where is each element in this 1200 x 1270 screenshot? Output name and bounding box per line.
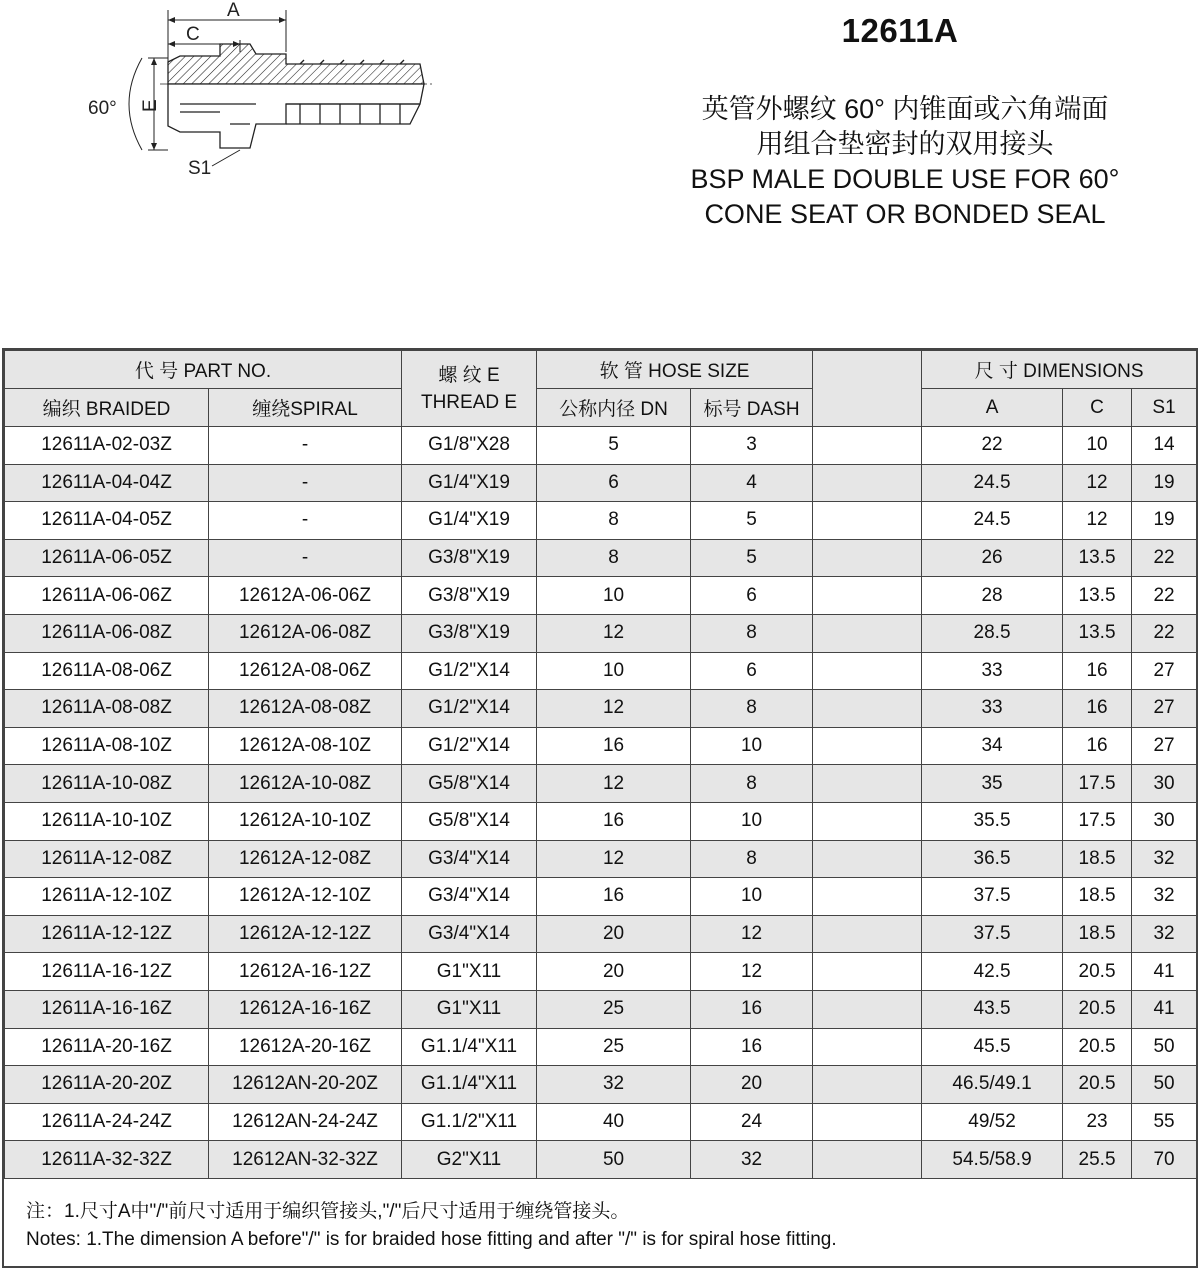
cell-dn: 10 bbox=[537, 577, 691, 615]
cell-c: 13.5 bbox=[1063, 614, 1132, 652]
header-part-no: 代 号 PART NO. bbox=[5, 351, 402, 389]
cell-blank bbox=[813, 652, 922, 690]
cell-dash: 12 bbox=[691, 953, 813, 991]
cell-a: 34 bbox=[922, 727, 1063, 765]
cell-spiral: 12612A-06-06Z bbox=[209, 577, 402, 615]
table-row bbox=[5, 652, 1197, 690]
table-row bbox=[5, 1141, 1197, 1179]
cell-blank bbox=[813, 802, 922, 840]
cell-thread: G1.1/4"X11 bbox=[402, 1028, 537, 1066]
cell-dn: 12 bbox=[537, 614, 691, 652]
dimension-s1-label: S1 bbox=[188, 158, 212, 179]
cell-dn: 20 bbox=[537, 915, 691, 953]
cell-c: 20.5 bbox=[1063, 990, 1132, 1028]
cell-dn: 16 bbox=[537, 727, 691, 765]
cell-braided: 12611A-20-20Z bbox=[5, 1066, 209, 1104]
cell-dash: 8 bbox=[691, 765, 813, 803]
cell-blank bbox=[813, 915, 922, 953]
cell-s1: 22 bbox=[1132, 539, 1197, 577]
table-row bbox=[5, 427, 1197, 465]
cell-blank bbox=[813, 464, 922, 502]
cell-braided: 12611A-02-03Z bbox=[5, 427, 209, 465]
description-en-line1: BSP MALE DOUBLE USE FOR 60° bbox=[690, 164, 1120, 194]
cell-s1: 22 bbox=[1132, 577, 1197, 615]
cell-c: 18.5 bbox=[1063, 878, 1132, 916]
cell-spiral: - bbox=[209, 464, 402, 502]
cell-c: 25.5 bbox=[1063, 1141, 1132, 1179]
cell-c: 12 bbox=[1063, 464, 1132, 502]
cell-spiral: 12612A-10-08Z bbox=[209, 765, 402, 803]
cell-a: 54.5/58.9 bbox=[922, 1141, 1063, 1179]
table-row bbox=[5, 502, 1197, 540]
cell-blank bbox=[813, 1103, 922, 1141]
fitting-diagram bbox=[80, 0, 440, 190]
cell-dash: 32 bbox=[691, 1141, 813, 1179]
cell-c: 10 bbox=[1063, 427, 1132, 465]
cell-a: 24.5 bbox=[922, 502, 1063, 540]
cell-spiral: 12612A-12-12Z bbox=[209, 915, 402, 953]
cell-blank bbox=[813, 953, 922, 991]
angle-label: 60° bbox=[88, 98, 117, 119]
cell-spiral: - bbox=[209, 539, 402, 577]
cell-spiral: 12612A-12-08Z bbox=[209, 840, 402, 878]
cell-spiral: 12612A-20-16Z bbox=[209, 1028, 402, 1066]
spec-table bbox=[4, 350, 1197, 1179]
cell-spiral: 12612A-12-10Z bbox=[209, 878, 402, 916]
cell-dn: 5 bbox=[537, 427, 691, 465]
header-dimensions: 尺 寸 DIMENSIONS bbox=[922, 351, 1197, 389]
cell-spiral: - bbox=[209, 502, 402, 540]
cell-c: 13.5 bbox=[1063, 577, 1132, 615]
cell-s1: 30 bbox=[1132, 765, 1197, 803]
cell-c: 18.5 bbox=[1063, 915, 1132, 953]
cell-spiral: 12612A-16-16Z bbox=[209, 990, 402, 1028]
cell-braided: 12611A-16-16Z bbox=[5, 990, 209, 1028]
cell-c: 12 bbox=[1063, 502, 1132, 540]
cell-a: 33 bbox=[922, 690, 1063, 728]
cell-blank bbox=[813, 727, 922, 765]
cell-braided: 12611A-10-08Z bbox=[5, 765, 209, 803]
cell-s1: 32 bbox=[1132, 840, 1197, 878]
header-c: C bbox=[1063, 389, 1132, 427]
cell-blank bbox=[813, 1028, 922, 1066]
cell-a: 43.5 bbox=[922, 990, 1063, 1028]
cell-spiral: 12612A-08-06Z bbox=[209, 652, 402, 690]
cell-c: 23 bbox=[1063, 1103, 1132, 1141]
cell-thread: G1.1/2"X11 bbox=[402, 1103, 537, 1141]
cell-blank bbox=[813, 840, 922, 878]
cell-thread: G1"X11 bbox=[402, 990, 537, 1028]
cell-s1: 32 bbox=[1132, 915, 1197, 953]
cell-blank bbox=[813, 427, 922, 465]
cell-braided: 12611A-12-08Z bbox=[5, 840, 209, 878]
page-title: 12611A bbox=[841, 12, 959, 49]
cell-c: 13.5 bbox=[1063, 539, 1132, 577]
cell-spiral: 12612A-16-12Z bbox=[209, 953, 402, 991]
cell-s1: 55 bbox=[1132, 1103, 1197, 1141]
table-row bbox=[5, 577, 1197, 615]
cell-thread: G5/8"X14 bbox=[402, 765, 537, 803]
cell-braided: 12611A-20-16Z bbox=[5, 1028, 209, 1066]
cell-c: 17.5 bbox=[1063, 802, 1132, 840]
cell-blank bbox=[813, 765, 922, 803]
cell-blank bbox=[813, 990, 922, 1028]
cell-dash: 16 bbox=[691, 990, 813, 1028]
cell-c: 17.5 bbox=[1063, 765, 1132, 803]
cell-c: 16 bbox=[1063, 690, 1132, 728]
cell-spiral: 12612A-10-10Z bbox=[209, 802, 402, 840]
cell-braided: 12611A-08-06Z bbox=[5, 652, 209, 690]
cell-thread: G1/8"X28 bbox=[402, 427, 537, 465]
cell-s1: 50 bbox=[1132, 1066, 1197, 1104]
cell-s1: 19 bbox=[1132, 464, 1197, 502]
cell-blank bbox=[813, 690, 922, 728]
cell-s1: 14 bbox=[1132, 427, 1197, 465]
cell-dn: 12 bbox=[537, 840, 691, 878]
table-row bbox=[5, 878, 1197, 916]
table-row bbox=[5, 953, 1197, 991]
cell-a: 37.5 bbox=[922, 878, 1063, 916]
cell-dash: 20 bbox=[691, 1066, 813, 1104]
cell-thread: G1/2"X14 bbox=[402, 690, 537, 728]
cell-s1: 27 bbox=[1132, 690, 1197, 728]
cell-thread: G5/8"X14 bbox=[402, 802, 537, 840]
cell-braided: 12611A-06-08Z bbox=[5, 614, 209, 652]
cell-dash: 8 bbox=[691, 840, 813, 878]
cell-thread: G3/8"X19 bbox=[402, 614, 537, 652]
description-en-line2: CONE SEAT OR BONDED SEAL bbox=[704, 199, 1106, 229]
cell-a: 35.5 bbox=[922, 802, 1063, 840]
cell-braided: 12611A-16-12Z bbox=[5, 953, 209, 991]
cell-a: 37.5 bbox=[922, 915, 1063, 953]
note-cn: 注：1.尺寸A中"/"前尺寸适用于编织管接头,"/"后尺寸适用于缠绕管接头。 bbox=[26, 1201, 630, 1222]
table-row bbox=[5, 840, 1197, 878]
cell-a: 22 bbox=[922, 427, 1063, 465]
cell-c: 20.5 bbox=[1063, 953, 1132, 991]
cell-dash: 8 bbox=[691, 614, 813, 652]
table-row bbox=[5, 990, 1197, 1028]
cell-blank bbox=[813, 539, 922, 577]
header-thread-en: THREAD E bbox=[420, 391, 518, 413]
cell-spiral: 12612A-08-10Z bbox=[209, 727, 402, 765]
cell-a: 35 bbox=[922, 765, 1063, 803]
cell-dash: 8 bbox=[691, 690, 813, 728]
cell-thread: G1/4"X19 bbox=[402, 502, 537, 540]
header-s1: S1 bbox=[1132, 389, 1197, 427]
cell-blank bbox=[813, 1141, 922, 1179]
cell-thread: G1/2"X14 bbox=[402, 652, 537, 690]
cell-blank bbox=[813, 614, 922, 652]
cell-s1: 22 bbox=[1132, 614, 1197, 652]
cell-s1: 70 bbox=[1132, 1141, 1197, 1179]
table-row bbox=[5, 539, 1197, 577]
cell-dash: 3 bbox=[691, 427, 813, 465]
cell-a: 45.5 bbox=[922, 1028, 1063, 1066]
header-blank bbox=[813, 351, 922, 427]
cell-a: 33 bbox=[922, 652, 1063, 690]
cell-blank bbox=[813, 878, 922, 916]
cell-dash: 10 bbox=[691, 802, 813, 840]
cell-dn: 8 bbox=[537, 539, 691, 577]
cell-dash: 24 bbox=[691, 1103, 813, 1141]
cell-braided: 12611A-24-24Z bbox=[5, 1103, 209, 1141]
cell-thread: G3/4"X14 bbox=[402, 915, 537, 953]
dimension-c-label: C bbox=[186, 24, 200, 45]
cell-dash: 10 bbox=[691, 878, 813, 916]
description-cn-line2: 用组合垫密封的双用接头 bbox=[756, 129, 1054, 159]
cell-dash: 12 bbox=[691, 915, 813, 953]
cell-dn: 25 bbox=[537, 1028, 691, 1066]
cell-braided: 12611A-06-05Z bbox=[5, 539, 209, 577]
cell-braided: 12611A-06-06Z bbox=[5, 577, 209, 615]
cell-thread: G1/4"X19 bbox=[402, 464, 537, 502]
header-spiral: 缠绕SPIRAL bbox=[209, 389, 402, 427]
cell-c: 20.5 bbox=[1063, 1066, 1132, 1104]
dimension-a-label: A bbox=[227, 0, 240, 21]
cell-dn: 12 bbox=[537, 690, 691, 728]
cell-thread: G3/4"X14 bbox=[402, 840, 537, 878]
cell-spiral: 12612AN-32-32Z bbox=[209, 1141, 402, 1179]
header-thread bbox=[402, 351, 537, 427]
cell-braided: 12611A-04-04Z bbox=[5, 464, 209, 502]
cell-braided: 12611A-10-10Z bbox=[5, 802, 209, 840]
cell-dn: 6 bbox=[537, 464, 691, 502]
cell-dash: 6 bbox=[691, 577, 813, 615]
table-row bbox=[5, 765, 1197, 803]
cell-thread: G1.1/4"X11 bbox=[402, 1066, 537, 1104]
cell-dn: 16 bbox=[537, 802, 691, 840]
cell-c: 16 bbox=[1063, 727, 1132, 765]
cell-dn: 12 bbox=[537, 765, 691, 803]
cell-a: 36.5 bbox=[922, 840, 1063, 878]
table-row bbox=[5, 1103, 1197, 1141]
cell-blank bbox=[813, 502, 922, 540]
cell-a: 24.5 bbox=[922, 464, 1063, 502]
header-dash: 标号 DASH bbox=[691, 389, 813, 427]
cell-dn: 40 bbox=[537, 1103, 691, 1141]
cell-dn: 8 bbox=[537, 502, 691, 540]
cell-braided: 12611A-32-32Z bbox=[5, 1141, 209, 1179]
header-hose-size: 软 管 HOSE SIZE bbox=[537, 351, 813, 389]
cell-spiral: 12612A-06-08Z bbox=[209, 614, 402, 652]
cell-a: 49/52 bbox=[922, 1103, 1063, 1141]
cell-a: 28.5 bbox=[922, 614, 1063, 652]
cell-dash: 4 bbox=[691, 464, 813, 502]
cell-braided: 12611A-08-08Z bbox=[5, 690, 209, 728]
cell-c: 20.5 bbox=[1063, 1028, 1132, 1066]
cell-blank bbox=[813, 1066, 922, 1104]
cell-c: 18.5 bbox=[1063, 840, 1132, 878]
cell-s1: 19 bbox=[1132, 502, 1197, 540]
cell-dn: 50 bbox=[537, 1141, 691, 1179]
cell-a: 26 bbox=[922, 539, 1063, 577]
header-a: A bbox=[922, 389, 1063, 427]
cell-s1: 27 bbox=[1132, 652, 1197, 690]
cell-a: 42.5 bbox=[922, 953, 1063, 991]
cell-spiral: 12612AN-24-24Z bbox=[209, 1103, 402, 1141]
table-row bbox=[5, 915, 1197, 953]
cell-s1: 41 bbox=[1132, 953, 1197, 991]
cell-braided: 12611A-12-10Z bbox=[5, 878, 209, 916]
header-braided: 编织 BRAIDED bbox=[5, 389, 209, 427]
cell-braided: 12611A-08-10Z bbox=[5, 727, 209, 765]
cell-s1: 30 bbox=[1132, 802, 1197, 840]
cell-thread: G1"X11 bbox=[402, 953, 537, 991]
cell-blank bbox=[813, 577, 922, 615]
table-row bbox=[5, 1066, 1197, 1104]
cell-dash: 10 bbox=[691, 727, 813, 765]
cell-thread: G3/4"X14 bbox=[402, 878, 537, 916]
cell-spiral: 12612A-08-08Z bbox=[209, 690, 402, 728]
cell-a: 28 bbox=[922, 577, 1063, 615]
table-row bbox=[5, 464, 1197, 502]
cell-s1: 41 bbox=[1132, 990, 1197, 1028]
spec-table-body bbox=[5, 427, 1197, 1179]
table-row bbox=[5, 614, 1197, 652]
cell-braided: 12611A-12-12Z bbox=[5, 915, 209, 953]
cell-dn: 10 bbox=[537, 652, 691, 690]
dimension-e-label: E bbox=[140, 99, 161, 112]
cell-s1: 32 bbox=[1132, 878, 1197, 916]
cell-c: 16 bbox=[1063, 652, 1132, 690]
cell-spiral: 12612AN-20-20Z bbox=[209, 1066, 402, 1104]
table-row bbox=[5, 802, 1197, 840]
cell-thread: G1/2"X14 bbox=[402, 727, 537, 765]
cell-thread: G2"X11 bbox=[402, 1141, 537, 1179]
cell-thread: G3/8"X19 bbox=[402, 577, 537, 615]
note-en: Notes: 1.The dimension A before"/" is for braided hose fitting and after "/" is for spiral hose fitting. bbox=[26, 1229, 837, 1250]
product-description bbox=[640, 92, 1170, 232]
cell-dn: 32 bbox=[537, 1066, 691, 1104]
table-row bbox=[5, 727, 1197, 765]
cell-s1: 27 bbox=[1132, 727, 1197, 765]
cell-dn: 20 bbox=[537, 953, 691, 991]
table-row bbox=[5, 690, 1197, 728]
cell-dash: 6 bbox=[691, 652, 813, 690]
cell-dash: 5 bbox=[691, 539, 813, 577]
cell-dn: 16 bbox=[537, 878, 691, 916]
cell-braided: 12611A-04-05Z bbox=[5, 502, 209, 540]
header-dn: 公称内径 DN bbox=[537, 389, 691, 427]
cell-a: 46.5/49.1 bbox=[922, 1066, 1063, 1104]
cell-dash: 5 bbox=[691, 502, 813, 540]
cell-s1: 50 bbox=[1132, 1028, 1197, 1066]
notes bbox=[26, 1198, 837, 1254]
header-thread-cn: 螺 纹 E bbox=[438, 364, 500, 386]
cell-spiral: - bbox=[209, 427, 402, 465]
cell-dash: 16 bbox=[691, 1028, 813, 1066]
cell-thread: G3/8"X19 bbox=[402, 539, 537, 577]
table-row bbox=[5, 1028, 1197, 1066]
description-cn-line1: 英管外螺纹 60° 内锥面或六角端面 bbox=[701, 94, 1109, 124]
spec-sheet bbox=[2, 348, 1198, 1268]
cell-dn: 25 bbox=[537, 990, 691, 1028]
